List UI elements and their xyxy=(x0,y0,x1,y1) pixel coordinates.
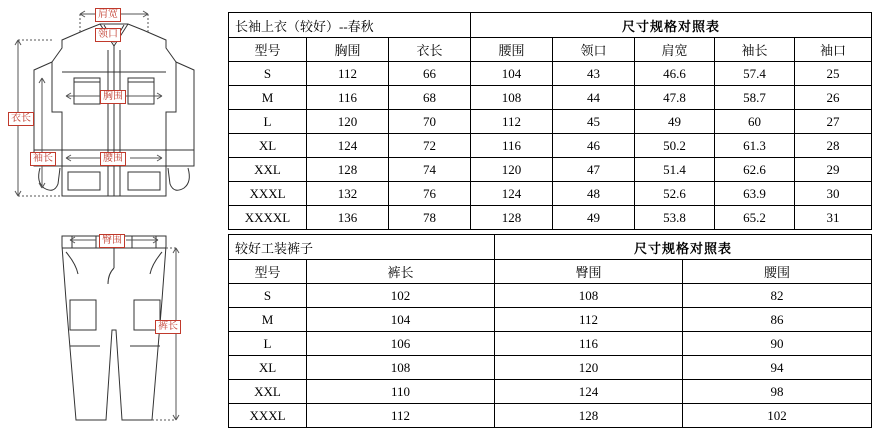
column-header: 臀围 xyxy=(495,260,683,284)
table-cell: 70 xyxy=(389,110,471,134)
table-cell: 47.8 xyxy=(635,86,715,110)
column-header: 裤长 xyxy=(307,260,495,284)
table-cell: 90 xyxy=(683,332,872,356)
table-cell: 26 xyxy=(795,86,872,110)
table-cell: 44 xyxy=(553,86,635,110)
label-shoulder-width: 肩宽 xyxy=(95,8,121,22)
pants-header-row xyxy=(229,260,872,284)
label-chest: 胸围 xyxy=(100,90,126,104)
label-waist: 腰围 xyxy=(100,152,126,166)
table-cell: 104 xyxy=(307,308,495,332)
column-header: 袖口 xyxy=(795,38,872,62)
table-cell: 110 xyxy=(307,380,495,404)
table-cell: 94 xyxy=(683,356,872,380)
table-cell: 31 xyxy=(795,206,872,230)
table-cell: 106 xyxy=(307,332,495,356)
pants-caption-left: 较好工装裤子 xyxy=(229,235,495,260)
table-cell: XXXXL xyxy=(229,206,307,230)
table-cell: 108 xyxy=(307,356,495,380)
table-cell: 65.2 xyxy=(715,206,795,230)
label-pants-length: 裤长 xyxy=(155,320,181,334)
column-header: 衣长 xyxy=(389,38,471,62)
table-cell: XL xyxy=(229,134,307,158)
table-row xyxy=(229,332,872,356)
table-cell: XXXL xyxy=(229,182,307,206)
table-cell: L xyxy=(229,110,307,134)
table-cell: XXL xyxy=(229,158,307,182)
column-header: 腰围 xyxy=(683,260,872,284)
table-cell: 78 xyxy=(389,206,471,230)
column-header: 肩宽 xyxy=(635,38,715,62)
column-header: 领口 xyxy=(553,38,635,62)
table-cell: 124 xyxy=(495,380,683,404)
table-cell: 116 xyxy=(471,134,553,158)
table-cell: 128 xyxy=(307,158,389,182)
table-cell: 43 xyxy=(553,62,635,86)
table-cell: 63.9 xyxy=(715,182,795,206)
label-sleeve-length: 袖长 xyxy=(30,152,56,166)
table-cell: 108 xyxy=(495,284,683,308)
table-row xyxy=(229,86,872,110)
table-cell: 48 xyxy=(553,182,635,206)
jacket-size-table xyxy=(228,12,872,230)
table-row xyxy=(229,404,872,428)
table-cell: 30 xyxy=(795,182,872,206)
table-cell: 102 xyxy=(307,284,495,308)
table-cell: 86 xyxy=(683,308,872,332)
table-cell: 68 xyxy=(389,86,471,110)
table-cell: 124 xyxy=(307,134,389,158)
table-cell: 124 xyxy=(471,182,553,206)
table-cell: 60 xyxy=(715,110,795,134)
table-cell: L xyxy=(229,332,307,356)
table-cell: 45 xyxy=(553,110,635,134)
table-cell: 49 xyxy=(553,206,635,230)
table-row xyxy=(229,206,872,230)
table-cell: XL xyxy=(229,356,307,380)
table-cell: 53.8 xyxy=(635,206,715,230)
table-row xyxy=(229,380,872,404)
jacket-caption-main: 尺寸规格对照表 xyxy=(471,13,872,38)
jacket-header-row xyxy=(229,38,872,62)
table-cell: 112 xyxy=(495,308,683,332)
table-cell: S xyxy=(229,284,307,308)
table-cell: M xyxy=(229,86,307,110)
table-cell: 29 xyxy=(795,158,872,182)
column-header: 型号 xyxy=(229,260,307,284)
table-cell: 57.4 xyxy=(715,62,795,86)
column-header: 型号 xyxy=(229,38,307,62)
table-cell: 112 xyxy=(307,62,389,86)
table-cell: 112 xyxy=(471,110,553,134)
table-cell: 120 xyxy=(495,356,683,380)
table-cell: 58.7 xyxy=(715,86,795,110)
table-cell: 74 xyxy=(389,158,471,182)
column-header: 腰围 xyxy=(471,38,553,62)
table-cell: 76 xyxy=(389,182,471,206)
column-header: 袖长 xyxy=(715,38,795,62)
table-cell: 66 xyxy=(389,62,471,86)
table-cell: 51.4 xyxy=(635,158,715,182)
table-cell: 52.6 xyxy=(635,182,715,206)
table-cell: 49 xyxy=(635,110,715,134)
table-cell: XXL xyxy=(229,380,307,404)
table-cell: 46 xyxy=(553,134,635,158)
table-cell: 82 xyxy=(683,284,872,308)
table-row xyxy=(229,110,872,134)
table-cell: 116 xyxy=(495,332,683,356)
table-cell: 28 xyxy=(795,134,872,158)
table-cell: 136 xyxy=(307,206,389,230)
table-cell: 102 xyxy=(683,404,872,428)
table-cell: 108 xyxy=(471,86,553,110)
table-row xyxy=(229,62,872,86)
jacket-caption-row xyxy=(229,13,872,38)
table-cell: 112 xyxy=(307,404,495,428)
label-hip: 臀围 xyxy=(99,234,125,248)
pants-caption-row xyxy=(229,235,872,260)
jacket-caption-left: 长袖上衣（较好）--春秋 xyxy=(229,13,471,38)
table-cell: XXXL xyxy=(229,404,307,428)
table-cell: 132 xyxy=(307,182,389,206)
table-row xyxy=(229,158,872,182)
table-cell: 120 xyxy=(307,110,389,134)
table-cell: 50.2 xyxy=(635,134,715,158)
column-header: 胸围 xyxy=(307,38,389,62)
table-cell: 128 xyxy=(495,404,683,428)
table-cell: 120 xyxy=(471,158,553,182)
label-garment-length: 衣长 xyxy=(8,112,34,126)
garment-illustration xyxy=(0,0,228,427)
table-cell: 104 xyxy=(471,62,553,86)
table-row xyxy=(229,134,872,158)
table-cell: 25 xyxy=(795,62,872,86)
label-collar: 领口 xyxy=(95,28,121,42)
table-row xyxy=(229,356,872,380)
size-tables xyxy=(228,12,873,428)
table-cell: 72 xyxy=(389,134,471,158)
table-row xyxy=(229,308,872,332)
table-row xyxy=(229,284,872,308)
table-cell: M xyxy=(229,308,307,332)
table-cell: 128 xyxy=(471,206,553,230)
table-cell: 98 xyxy=(683,380,872,404)
pants-caption-main: 尺寸规格对照表 xyxy=(495,235,872,260)
pants-size-table xyxy=(228,234,872,428)
table-cell: 27 xyxy=(795,110,872,134)
table-cell: 62.6 xyxy=(715,158,795,182)
table-cell: 61.3 xyxy=(715,134,795,158)
table-row xyxy=(229,182,872,206)
table-cell: 47 xyxy=(553,158,635,182)
table-cell: 46.6 xyxy=(635,62,715,86)
table-cell: 116 xyxy=(307,86,389,110)
table-cell: S xyxy=(229,62,307,86)
